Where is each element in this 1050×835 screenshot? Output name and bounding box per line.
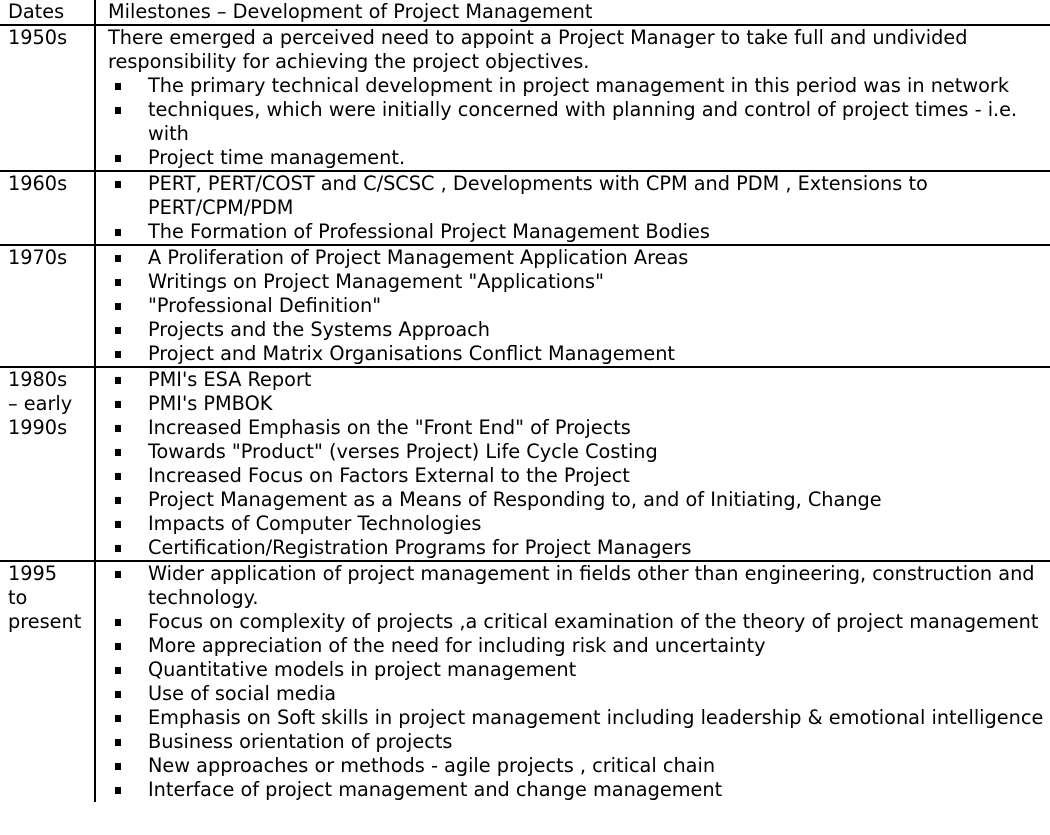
list-item-text: techniques, which were initially concerned with planning and control of project times - i.e. with <box>148 98 1018 145</box>
list-item-text: The Formation of Professional Project Management Bodies <box>148 220 710 243</box>
list-item <box>108 368 1050 392</box>
list-item-text: "Professional Definition" <box>148 294 382 317</box>
table-row <box>0 25 1050 171</box>
list-item <box>108 658 1050 682</box>
list-item <box>108 754 1050 778</box>
dates-header: Dates <box>0 0 95 25</box>
table-row <box>0 245 1050 367</box>
period-date: 1995 to present <box>0 561 95 802</box>
list-item <box>108 98 1050 146</box>
list-item-text: Projects and the Systems Approach <box>148 318 490 341</box>
list-item-text: More appreciation of the need for including risk and uncertainty <box>148 634 766 657</box>
list-item-text: New approaches or methods - agile projects , critical chain <box>148 754 716 777</box>
bullet-icon <box>115 107 121 114</box>
list-item <box>108 440 1050 464</box>
list-item <box>108 610 1050 634</box>
table-row <box>0 561 1050 802</box>
period-milestones <box>95 171 1050 245</box>
list-item-text: Focus on complexity of projects ,a critical examination of the theory of project management <box>148 610 1039 633</box>
list-item <box>108 294 1050 318</box>
list-item-text: Increased Emphasis on the "Front End" of Projects <box>148 416 631 439</box>
list-item-text: Impacts of Computer Technologies <box>148 512 482 535</box>
list-item <box>108 512 1050 536</box>
list-item-text: Project time management. <box>148 146 406 169</box>
period-date: 1970s <box>0 245 95 367</box>
milestone-list <box>108 368 1050 560</box>
list-item <box>108 536 1050 560</box>
period-date: 1950s <box>0 25 95 171</box>
list-item <box>108 778 1050 802</box>
bullet-icon <box>115 425 121 432</box>
bullet-icon <box>115 377 121 384</box>
list-item-text: Business orientation of projects <box>148 730 453 753</box>
bullet-icon <box>115 763 121 770</box>
list-item <box>108 342 1050 366</box>
list-item-text: Increased Focus on Factors External to the Project <box>148 464 630 487</box>
bullet-icon <box>115 327 121 334</box>
list-item <box>108 464 1050 488</box>
list-item-text: Quantitative models in project management <box>148 658 577 681</box>
list-item-text: The primary technical development in project management in this period was in network <box>148 74 1009 97</box>
bullet-icon <box>115 571 121 578</box>
list-item-text: Wider application of project management in fields other than engineering, construction and technology. <box>148 562 1035 609</box>
header-row <box>0 0 1050 25</box>
bullet-icon <box>115 643 121 650</box>
bullet-icon <box>115 473 121 480</box>
list-item <box>108 416 1050 440</box>
period-intro: There emerged a perceived need to appoint a Project Manager to take full and undivided responsibility for achieving the project objectives. <box>108 26 968 73</box>
bullet-icon <box>115 351 121 358</box>
list-item-text: Interface of project management and change management <box>148 778 723 801</box>
bullet-icon <box>115 449 121 456</box>
bullet-icon <box>115 521 121 528</box>
list-item <box>108 634 1050 658</box>
period-date: 1960s <box>0 171 95 245</box>
bullet-icon <box>115 229 121 236</box>
milestones-header: Milestones – Development of Project Management <box>108 0 593 23</box>
list-item <box>108 706 1050 730</box>
list-item-text: PERT, PERT/COST and C/SCSC , Developments with CPM and PDM , Extensions to PERT/CPM/PDM <box>148 172 928 219</box>
bullet-icon <box>115 739 121 746</box>
list-item <box>108 220 1050 244</box>
list-item-text: A Proliferation of Project Management Application Areas <box>148 246 689 269</box>
list-item <box>108 682 1050 706</box>
bullet-icon <box>115 715 121 722</box>
bullet-icon <box>115 401 121 408</box>
list-item <box>108 488 1050 512</box>
milestone-list <box>108 562 1050 802</box>
period-milestones <box>95 25 1050 171</box>
list-item-text: Use of social media <box>148 682 337 705</box>
period-milestones <box>95 561 1050 802</box>
bullet-icon <box>115 619 121 626</box>
list-item-text: Project and Matrix Organisations Conflict Management <box>148 342 675 365</box>
bullet-icon <box>115 83 121 90</box>
milestone-list <box>108 74 1050 170</box>
period-milestones <box>95 367 1050 561</box>
list-item-text: Emphasis on Soft skills in project management including leadership & emotional intelligence <box>148 706 1044 729</box>
bullet-icon <box>115 181 121 188</box>
table-row <box>0 171 1050 245</box>
period-milestones <box>95 245 1050 367</box>
list-item-text: PMI's ESA Report <box>148 368 312 391</box>
table-row <box>0 367 1050 561</box>
bullet-icon <box>115 279 121 286</box>
milestone-list <box>108 246 1050 366</box>
list-item <box>108 146 1050 170</box>
bullet-icon <box>115 691 121 698</box>
list-item <box>108 270 1050 294</box>
list-item <box>108 392 1050 416</box>
bullet-icon <box>115 787 121 794</box>
period-date: 1980s – early 1990s <box>0 367 95 561</box>
list-item <box>108 730 1050 754</box>
bullet-icon <box>115 303 121 310</box>
milestone-list <box>108 172 1050 244</box>
bullet-icon <box>115 155 121 162</box>
list-item-text: Writings on Project Management "Applications" <box>148 270 604 293</box>
bullet-icon <box>115 497 121 504</box>
list-item-text: Towards "Product" (verses Project) Life Cycle Costing <box>148 440 658 463</box>
list-item <box>108 562 1050 610</box>
bullet-icon <box>115 667 121 674</box>
list-item-text: PMI's PMBOK <box>148 392 273 415</box>
list-item <box>108 318 1050 342</box>
list-item-text: Certification/Registration Programs for Project Managers <box>148 536 692 559</box>
bullet-icon <box>115 545 121 552</box>
list-item <box>108 172 1050 220</box>
list-item <box>108 246 1050 270</box>
list-item <box>108 74 1050 98</box>
bullet-icon <box>115 255 121 262</box>
list-item-text: Project Management as a Means of Responding to, and of Initiating, Change <box>148 488 882 511</box>
